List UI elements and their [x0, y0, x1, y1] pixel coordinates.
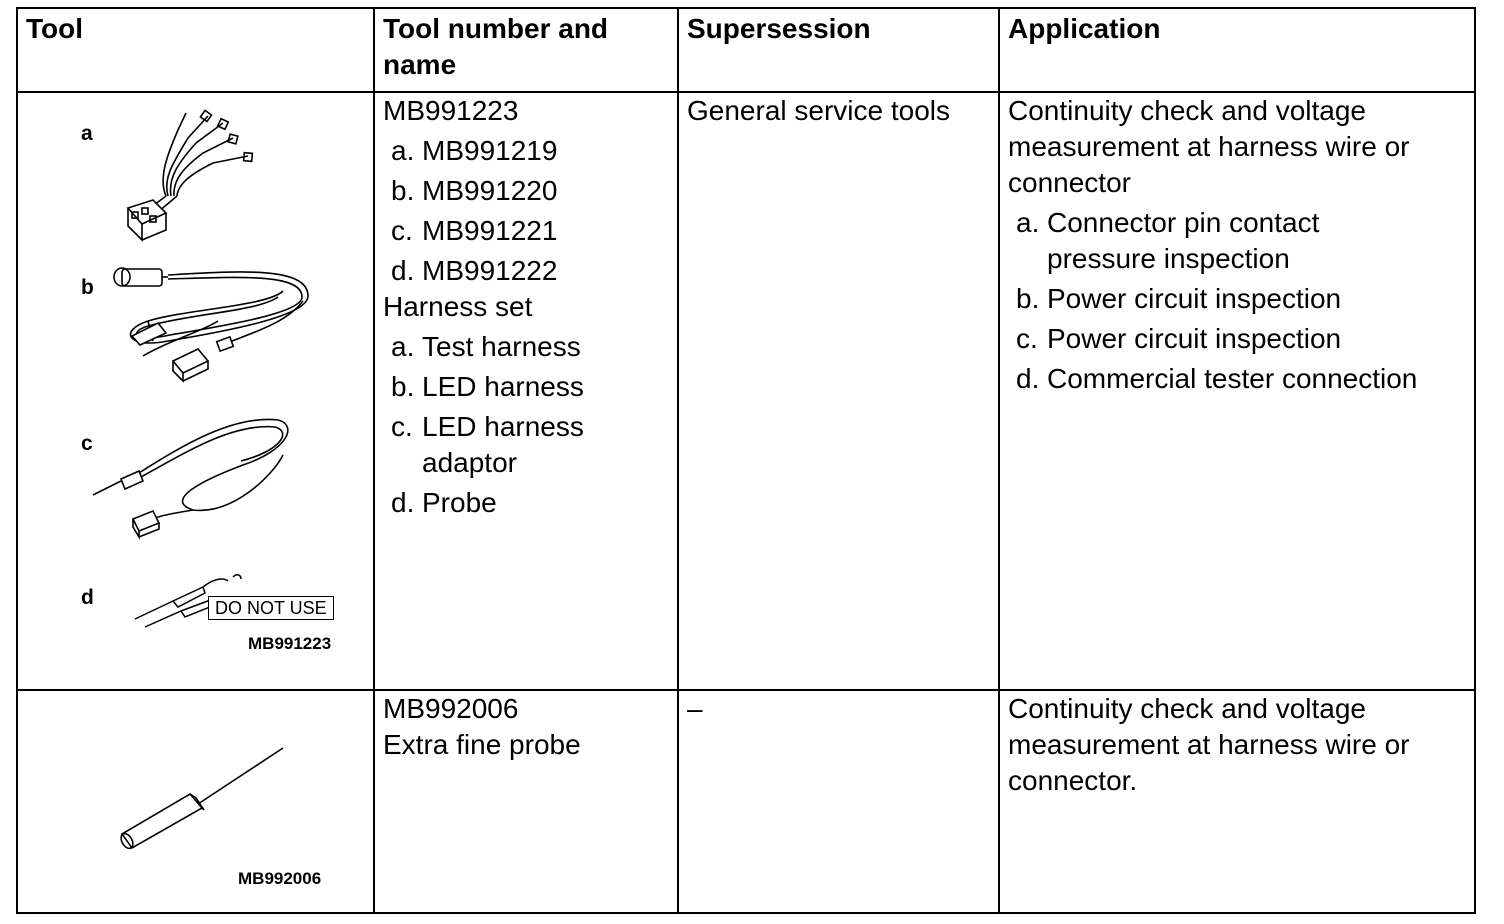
list-item — [383, 329, 669, 365]
special-tools-table — [16, 7, 1476, 914]
list-item — [383, 213, 669, 249]
application-text: Continuity check and voltage — [1008, 95, 1366, 126]
header-row — [17, 8, 1475, 92]
list-item — [1008, 281, 1466, 317]
item-value: LED harness — [422, 411, 584, 442]
application-text: connector — [1008, 167, 1131, 198]
item-value: MB991221 — [422, 215, 558, 246]
extra-fine-probe-illustration — [118, 746, 288, 851]
illustration-label-c: c — [81, 432, 93, 455]
application-cell — [999, 690, 1475, 913]
table-row — [17, 690, 1475, 913]
item-label: c. — [391, 215, 413, 246]
item-label: a. — [391, 331, 415, 362]
item-value: LED harness — [422, 371, 584, 402]
item-label: b. — [391, 371, 415, 402]
header-application: Application — [999, 8, 1475, 92]
item-value: MB991220 — [422, 175, 558, 206]
list-item — [383, 173, 669, 209]
supersession-cell — [678, 92, 999, 690]
item-value: Connector pin contact — [1047, 207, 1320, 238]
application-text: connector. — [1008, 765, 1138, 796]
item-label: c. — [391, 411, 413, 442]
list-item — [1008, 205, 1466, 277]
table-row — [17, 92, 1475, 690]
test-harness-illustration — [98, 108, 258, 243]
tool-number: MB991223 — [383, 95, 519, 126]
list-item — [1008, 361, 1466, 397]
tool-number: MB992006 — [383, 693, 519, 724]
item-label: c. — [1016, 323, 1038, 354]
item-value-cont: adaptor — [422, 447, 517, 478]
item-value: MB991222 — [422, 255, 558, 286]
application-text: measurement at harness wire or — [1008, 131, 1410, 162]
led-adaptor-illustration — [93, 415, 293, 540]
illustration-caption: MB991223 — [248, 634, 332, 653]
do-not-use-label: DO NOT USE — [208, 596, 334, 620]
item-label: d. — [391, 487, 415, 518]
item-value: Commercial tester connection — [1047, 363, 1418, 394]
header-tool-number-text: Tool number and name — [383, 13, 609, 80]
header-tool-number — [374, 8, 678, 92]
tool-illustration-cell — [17, 92, 374, 690]
illustration-label-b: b — [81, 276, 94, 299]
list-item — [383, 485, 669, 521]
item-value: Power circuit inspection — [1047, 323, 1342, 354]
item-value: Test harness — [422, 331, 581, 362]
list-item — [383, 133, 669, 169]
tool-name: Extra fine probe — [383, 729, 581, 760]
list-item — [383, 409, 669, 481]
application-text: measurement at harness wire or — [1008, 729, 1410, 760]
application-cell — [999, 92, 1475, 690]
item-label: b. — [1016, 283, 1040, 314]
tool-set-name: Harness set — [383, 291, 533, 322]
item-label: d. — [391, 255, 415, 286]
tool-illustration-cell — [17, 690, 374, 913]
item-label: a. — [1016, 207, 1040, 238]
header-supersession: Supersession — [678, 8, 999, 92]
list-item — [1008, 321, 1466, 357]
header-tool: Tool — [17, 8, 374, 92]
tool-number-cell — [374, 690, 678, 913]
item-label: d. — [1016, 363, 1040, 394]
application-text: Continuity check and voltage — [1008, 693, 1366, 724]
supersession-text: – — [687, 693, 703, 724]
supersession-cell — [678, 690, 999, 913]
illustration-label-d: d — [81, 586, 94, 609]
list-item — [383, 369, 669, 405]
item-value: Power circuit inspection — [1047, 283, 1342, 314]
illustration-label-a: a — [81, 122, 93, 145]
item-label: b. — [391, 175, 415, 206]
item-value: MB991219 — [422, 135, 558, 166]
list-item — [383, 253, 669, 289]
item-value-cont: pressure inspection — [1047, 243, 1290, 274]
supersession-text: General service tools — [687, 95, 951, 126]
item-label: a. — [391, 135, 415, 166]
tool-number-cell — [374, 92, 678, 690]
item-value: Probe — [422, 487, 497, 518]
led-harness-illustration — [108, 261, 318, 386]
illustration-caption: MB992006 — [238, 869, 322, 888]
